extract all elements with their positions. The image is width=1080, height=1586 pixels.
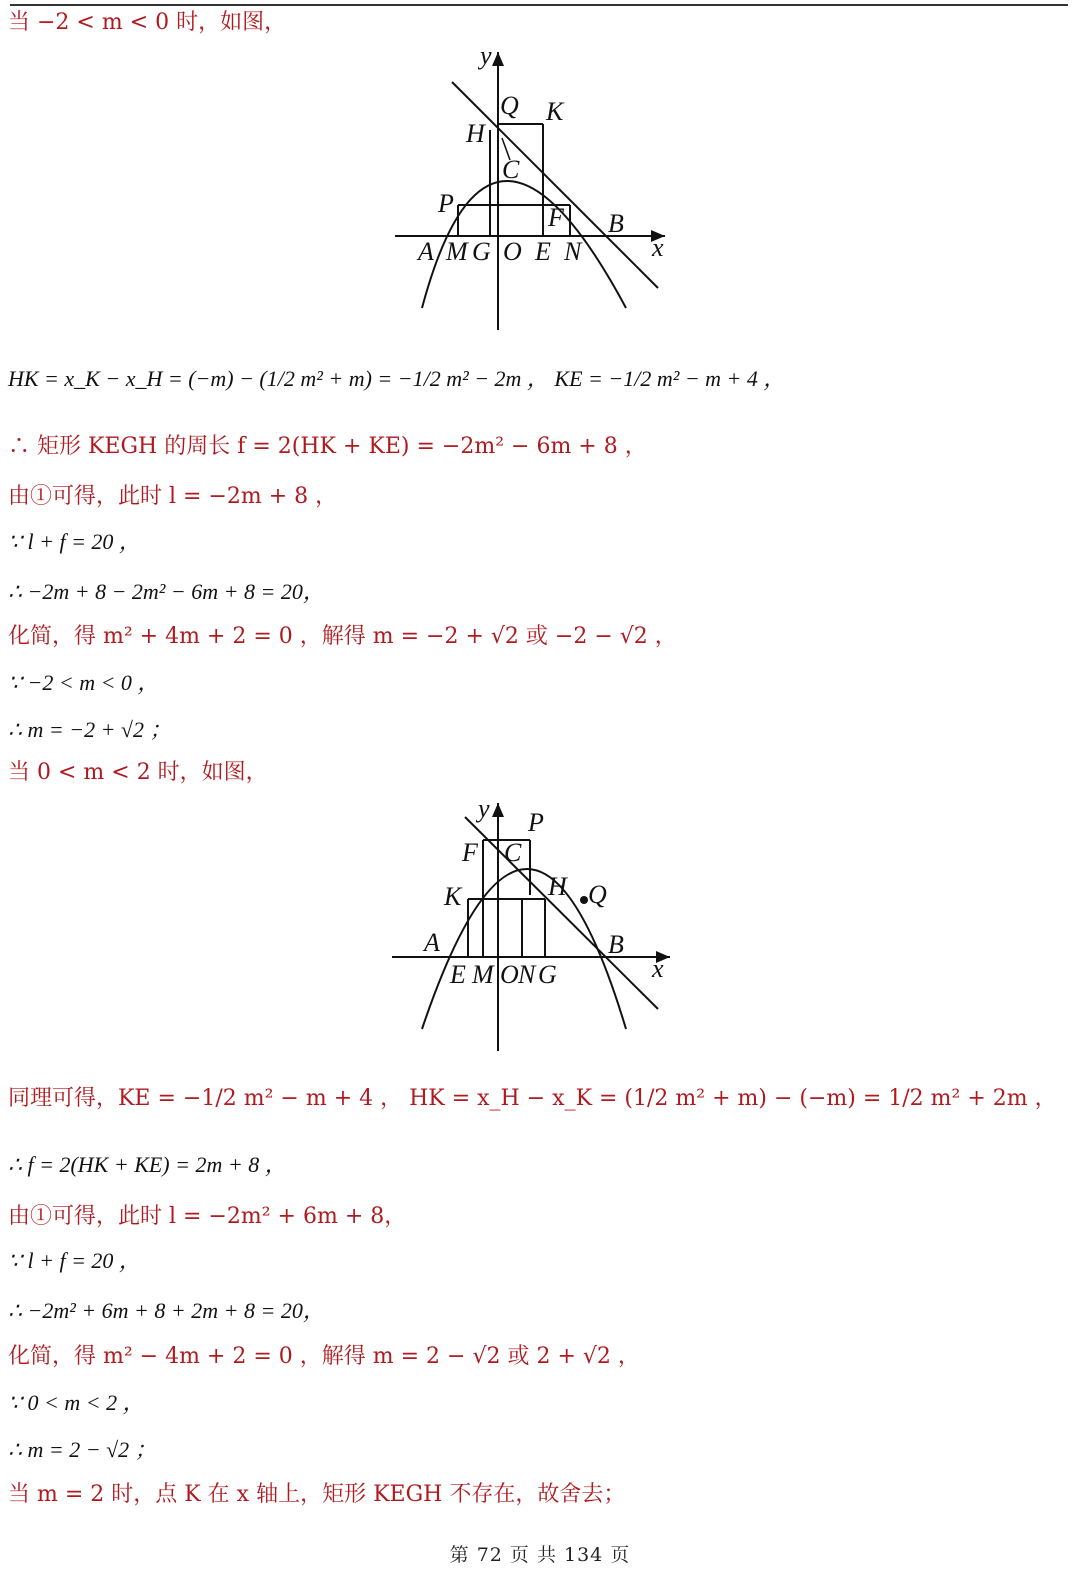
fig1-label-E: E: [535, 237, 551, 266]
fig1-label-O: O: [503, 237, 522, 266]
fig1-label-N: N: [564, 237, 582, 266]
fig1-label-H: H: [466, 119, 485, 148]
fig2-label-x: x: [652, 954, 664, 983]
fig2-label-K: K: [444, 882, 462, 911]
fig2-label-P: P: [528, 808, 544, 837]
page-footer: 第 72 页 共 134 页: [449, 1544, 631, 1566]
figure-2: [380, 795, 680, 1057]
line-l-value-2: 由①可得，此时 l = −2m² + 6m + 8，: [8, 1204, 407, 1229]
equation-2: ∴ −2m² + 6m + 8 + 2m + 8 = 20，: [8, 1298, 325, 1323]
fig2-label-C: C: [504, 838, 522, 867]
fig1-label-K: K: [546, 97, 564, 126]
perimeter-formula-2: ∴ f = 2(HK + KE) = 2m + 8 ，: [8, 1152, 287, 1177]
fig1-label-G: G: [472, 237, 491, 266]
range-2: ∵ 0 < m < 2 ，: [8, 1390, 145, 1415]
fig2-label-G: G: [538, 960, 557, 989]
result-1: ∴ m = −2 + √2 ；: [8, 717, 172, 742]
simplify-1: 化简，得 m² + 4m + 2 = 0 ，解得 m = −2 + √2 或 −2 − √2 ，: [8, 624, 677, 649]
fig1-label-Q: Q: [500, 91, 519, 120]
fig2-label-E: E: [450, 960, 466, 989]
top-rule: [10, 4, 1068, 6]
fig1-label-y: y: [480, 41, 492, 70]
equation-1: ∴ −2m + 8 − 2m² − 6m + 8 = 20，: [8, 579, 325, 604]
fig2-label-A: A: [424, 928, 440, 957]
fig1-label-B: B: [608, 209, 624, 238]
fig2-label-M: M: [472, 960, 494, 989]
hk-ke-formula: HK = x_K − x_H = (−m) − (1/2 m² + m) = −1/2 m² − 2m ， KE = −1/2 m² − m + 4 ，: [8, 366, 786, 391]
fig2-label-B: B: [608, 930, 624, 959]
fig1-label-x: x: [652, 233, 664, 262]
fig2-label-Q: Q: [588, 880, 607, 909]
perimeter-formula: ∴ 矩形 KEGH 的周长 f = 2(HK + KE) = −2m² − 6m + 8 ，: [8, 434, 647, 459]
ke-hk-formula-2: 同理可得，KE = −1/2 m² − m + 4 ， HK = x_H − x_K = (1/2 m² + m) − (−m) = 1/2 m² + 2m ，: [8, 1086, 1057, 1111]
fig1-label-F: F: [548, 203, 564, 232]
fig2-label-N: N: [518, 960, 536, 989]
case-3-heading: 当 m = 2 时，点 K 在 x 轴上，矩形 KEGH 不存在，故舍去；: [8, 1482, 626, 1507]
fig2-label-F: F: [462, 838, 478, 867]
figure-1: [380, 40, 680, 335]
simplify-2: 化简，得 m² − 4m + 2 = 0 ，解得 m = 2 − √2 或 2 + √2 ，: [8, 1344, 640, 1369]
line-l-value: 由①可得，此时 l = −2m + 8 ，: [8, 484, 338, 509]
fig1-label-M: M: [446, 237, 468, 266]
fig1-label-A: A: [418, 237, 434, 266]
case-2-heading: 当 0 < m < 2 时，如图，: [8, 760, 268, 785]
fig2-label-O: O: [500, 960, 519, 989]
result-2: ∴ m = 2 − √2 ；: [8, 1437, 157, 1462]
fig2-label-y: y: [478, 795, 490, 823]
fig1-label-P: P: [438, 189, 454, 218]
sum-condition-2: ∵ l + f = 20 ，: [8, 1248, 141, 1273]
fig2-label-H: H: [548, 872, 567, 901]
range-1: ∵ −2 < m < 0 ，: [8, 670, 160, 695]
case-1-heading: 当 −2 < m < 0 时，如图，: [8, 10, 287, 35]
fig1-label-C: C: [502, 155, 520, 184]
sum-condition: ∵ l + f = 20 ，: [8, 529, 141, 554]
